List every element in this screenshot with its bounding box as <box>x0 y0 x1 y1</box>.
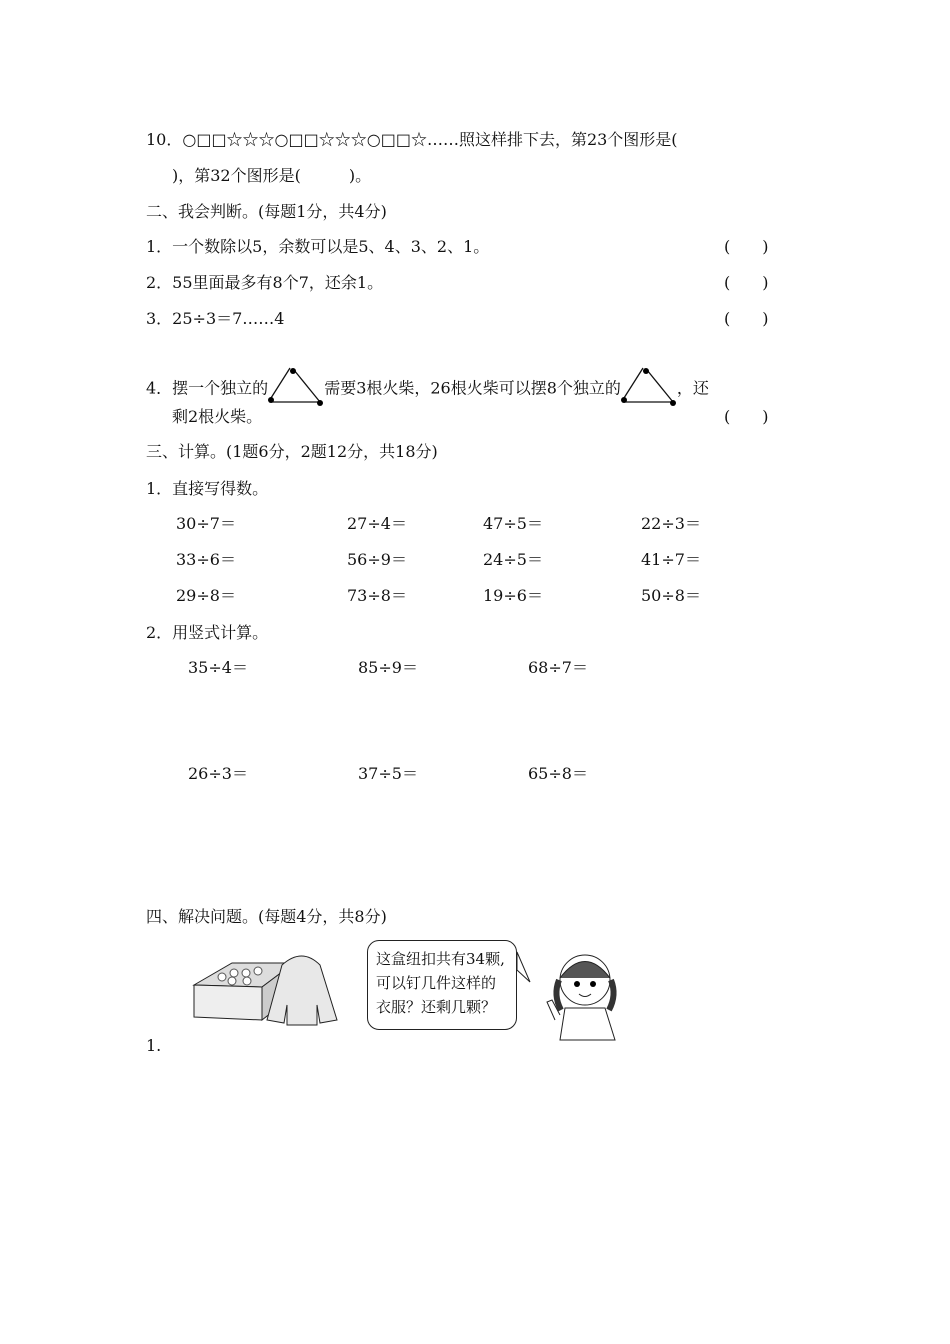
judge-item-3: 3．25÷3＝7……4 <box>146 309 285 328</box>
q10-line2: )，第32个图形是( )。 <box>172 166 372 185</box>
oral-problem: 30÷7＝ <box>176 514 236 533</box>
bubble-line: 这盒纽扣共有34颗, <box>376 950 505 968</box>
vertical-problem: 26÷3＝ <box>188 764 248 783</box>
oral-problem: 22÷3＝ <box>641 514 701 533</box>
bubble-line: 可以钉几件这样的 <box>376 974 497 992</box>
vertical-problem: 35÷4＝ <box>188 658 248 677</box>
problem-1-label: 1. <box>146 1036 162 1055</box>
oral-problem: 56÷9＝ <box>347 550 407 569</box>
oral-problem: 33÷6＝ <box>176 550 236 569</box>
vertical-problem: 65÷8＝ <box>528 764 588 783</box>
oral-problem: 73÷8＝ <box>347 586 407 605</box>
oral-problem: 29÷8＝ <box>176 586 236 605</box>
answer-bracket[interactable]: ( ) <box>724 273 769 292</box>
oral-problem: 19÷6＝ <box>483 586 543 605</box>
matchstick-triangle-icon <box>621 366 677 412</box>
bubble-line: 衣服？还剩几颗？ <box>376 998 497 1016</box>
q10-line1: 10．○□□☆☆☆○□□☆☆☆○□□☆……照这样排下去，第23个图形是( <box>146 130 678 149</box>
judge-item-4 <box>146 366 709 412</box>
vertical-problem: 68÷7＝ <box>528 658 588 677</box>
section2-title: 二、我会判断。(每题1分，共4分) <box>146 202 387 221</box>
vertical-problem: 85÷9＝ <box>358 658 418 677</box>
oral-problem: 50÷8＝ <box>641 586 701 605</box>
oral-problem: 27÷4＝ <box>347 514 407 533</box>
judge-item-4-line2: 剩2根火柴。 <box>172 407 263 426</box>
button-box-and-shirt-illustration <box>192 945 342 1030</box>
judge-item-4-part-c: ，还 <box>676 378 709 398</box>
judge-item-2: 2．55里面最多有8个7，还余1。 <box>146 273 384 292</box>
judge-item-1: 1．一个数除以5，余数可以是5、4、3、2、1。 <box>146 237 490 256</box>
section3-sub1: 1．直接写得数。 <box>146 479 269 498</box>
judge-item-4-part-a: 4．摆一个独立的 <box>146 378 269 398</box>
oral-problem: 47÷5＝ <box>483 514 543 533</box>
section4-title: 四、解决问题。(每题4分，共8分) <box>146 907 387 926</box>
oral-problem: 24÷5＝ <box>483 550 543 569</box>
section3-title: 三、计算。(1题6分，2题12分，共18分) <box>146 442 438 461</box>
speech-bubble <box>367 940 517 1030</box>
oral-problem: 41÷7＝ <box>641 550 701 569</box>
section3-sub2: 2．用竖式计算。 <box>146 623 269 642</box>
answer-bracket[interactable]: ( ) <box>724 407 769 426</box>
girl-illustration <box>515 940 625 1050</box>
answer-bracket[interactable]: ( ) <box>724 237 769 256</box>
judge-item-4-part-b: 需要3根火柴，26根火柴可以摆8个独立的 <box>324 378 621 398</box>
answer-bracket[interactable]: ( ) <box>724 309 769 328</box>
vertical-problem: 37÷5＝ <box>358 764 418 783</box>
matchstick-triangle-icon <box>268 366 324 412</box>
